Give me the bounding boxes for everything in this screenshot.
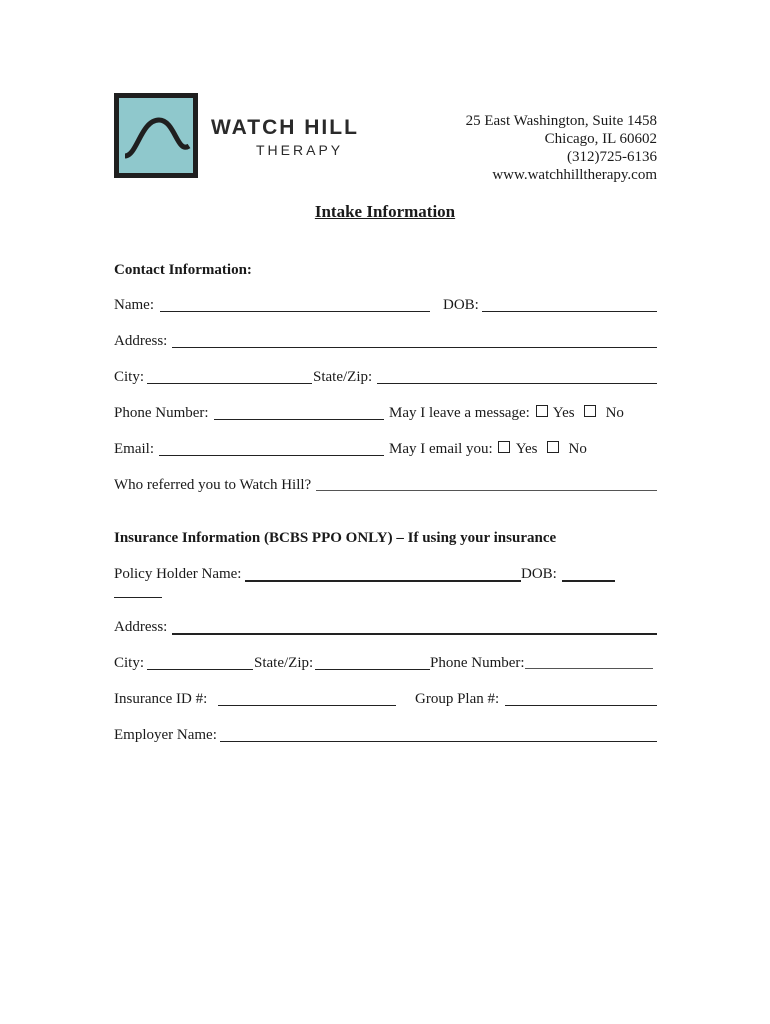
page-title: Intake Information bbox=[314, 202, 456, 221]
brand-subtitle: THERAPY bbox=[256, 142, 344, 158]
address-line2: Chicago, IL 60602 bbox=[544, 131, 657, 147]
message-no-label: No bbox=[605, 405, 624, 421]
message-option bbox=[389, 404, 624, 422]
insurance-dob-field-cont[interactable] bbox=[114, 597, 162, 598]
message-no-checkbox[interactable] bbox=[584, 405, 596, 417]
insurance-city-field[interactable] bbox=[147, 669, 253, 670]
address-line1: 25 East Washington, Suite 1458 bbox=[465, 113, 657, 129]
insurance-state-zip-field[interactable] bbox=[315, 669, 430, 670]
insurance-phone-field[interactable] bbox=[525, 668, 653, 669]
brand-name: WATCH HILL bbox=[211, 116, 359, 139]
email-ok-label: May I email you: bbox=[389, 441, 493, 457]
website-link[interactable]: www.watchhilltherapy.com bbox=[492, 167, 657, 183]
insurance-address-label: Address: bbox=[114, 619, 168, 635]
logo bbox=[114, 93, 198, 178]
insurance-state-zip-label: State/Zip: bbox=[254, 655, 314, 671]
state-zip-label: State/Zip: bbox=[313, 369, 373, 385]
email-field[interactable] bbox=[159, 455, 384, 456]
email-yes-checkbox[interactable] bbox=[498, 441, 510, 453]
insurance-address-field[interactable] bbox=[172, 633, 657, 635]
referral-field[interactable] bbox=[316, 490, 657, 491]
insurance-dob-field[interactable] bbox=[562, 580, 615, 582]
employer-label: Employer Name: bbox=[114, 727, 217, 743]
state-zip-field[interactable] bbox=[377, 383, 657, 384]
message-yes-checkbox[interactable] bbox=[536, 405, 548, 417]
group-plan-label: Group Plan #: bbox=[415, 691, 500, 707]
dob-label: DOB: bbox=[443, 297, 479, 313]
email-yes-label: Yes bbox=[515, 441, 538, 457]
name-field[interactable] bbox=[160, 311, 430, 312]
address-field[interactable] bbox=[172, 347, 657, 348]
policy-holder-label: Policy Holder Name: bbox=[114, 566, 242, 582]
insurance-dob-label: DOB: bbox=[521, 566, 557, 582]
referral-label: Who referred you to Watch Hill? bbox=[114, 477, 312, 493]
email-label: Email: bbox=[114, 441, 154, 457]
message-yes-label: Yes bbox=[552, 405, 575, 421]
logo-wave-panel bbox=[119, 98, 193, 173]
insurance-id-label: Insurance ID #: bbox=[114, 691, 208, 707]
dob-field[interactable] bbox=[482, 311, 657, 312]
address-label: Address: bbox=[114, 333, 168, 349]
city-field[interactable] bbox=[147, 383, 312, 384]
email-no-checkbox[interactable] bbox=[547, 441, 559, 453]
insurance-city-label: City: bbox=[114, 655, 145, 671]
policy-holder-field[interactable] bbox=[245, 580, 521, 582]
employer-field[interactable] bbox=[220, 741, 657, 742]
phone-number: (312)725-6136 bbox=[567, 149, 657, 165]
wave-icon bbox=[119, 98, 193, 173]
phone-field[interactable] bbox=[214, 419, 384, 420]
email-option bbox=[389, 440, 587, 458]
insurance-id-field[interactable] bbox=[218, 705, 396, 706]
message-label: May I leave a message: bbox=[389, 405, 530, 421]
insurance-heading: Insurance Information (BCBS PPO ONLY) – If using your insurance bbox=[114, 530, 557, 546]
email-no-label: No bbox=[568, 441, 587, 457]
name-label: Name: bbox=[114, 297, 154, 313]
phone-label: Phone Number: bbox=[114, 405, 209, 421]
insurance-phone-label: Phone Number: bbox=[430, 655, 525, 671]
city-label: City: bbox=[114, 369, 145, 385]
group-plan-field[interactable] bbox=[505, 705, 657, 706]
contact-heading: Contact Information: bbox=[114, 262, 252, 278]
